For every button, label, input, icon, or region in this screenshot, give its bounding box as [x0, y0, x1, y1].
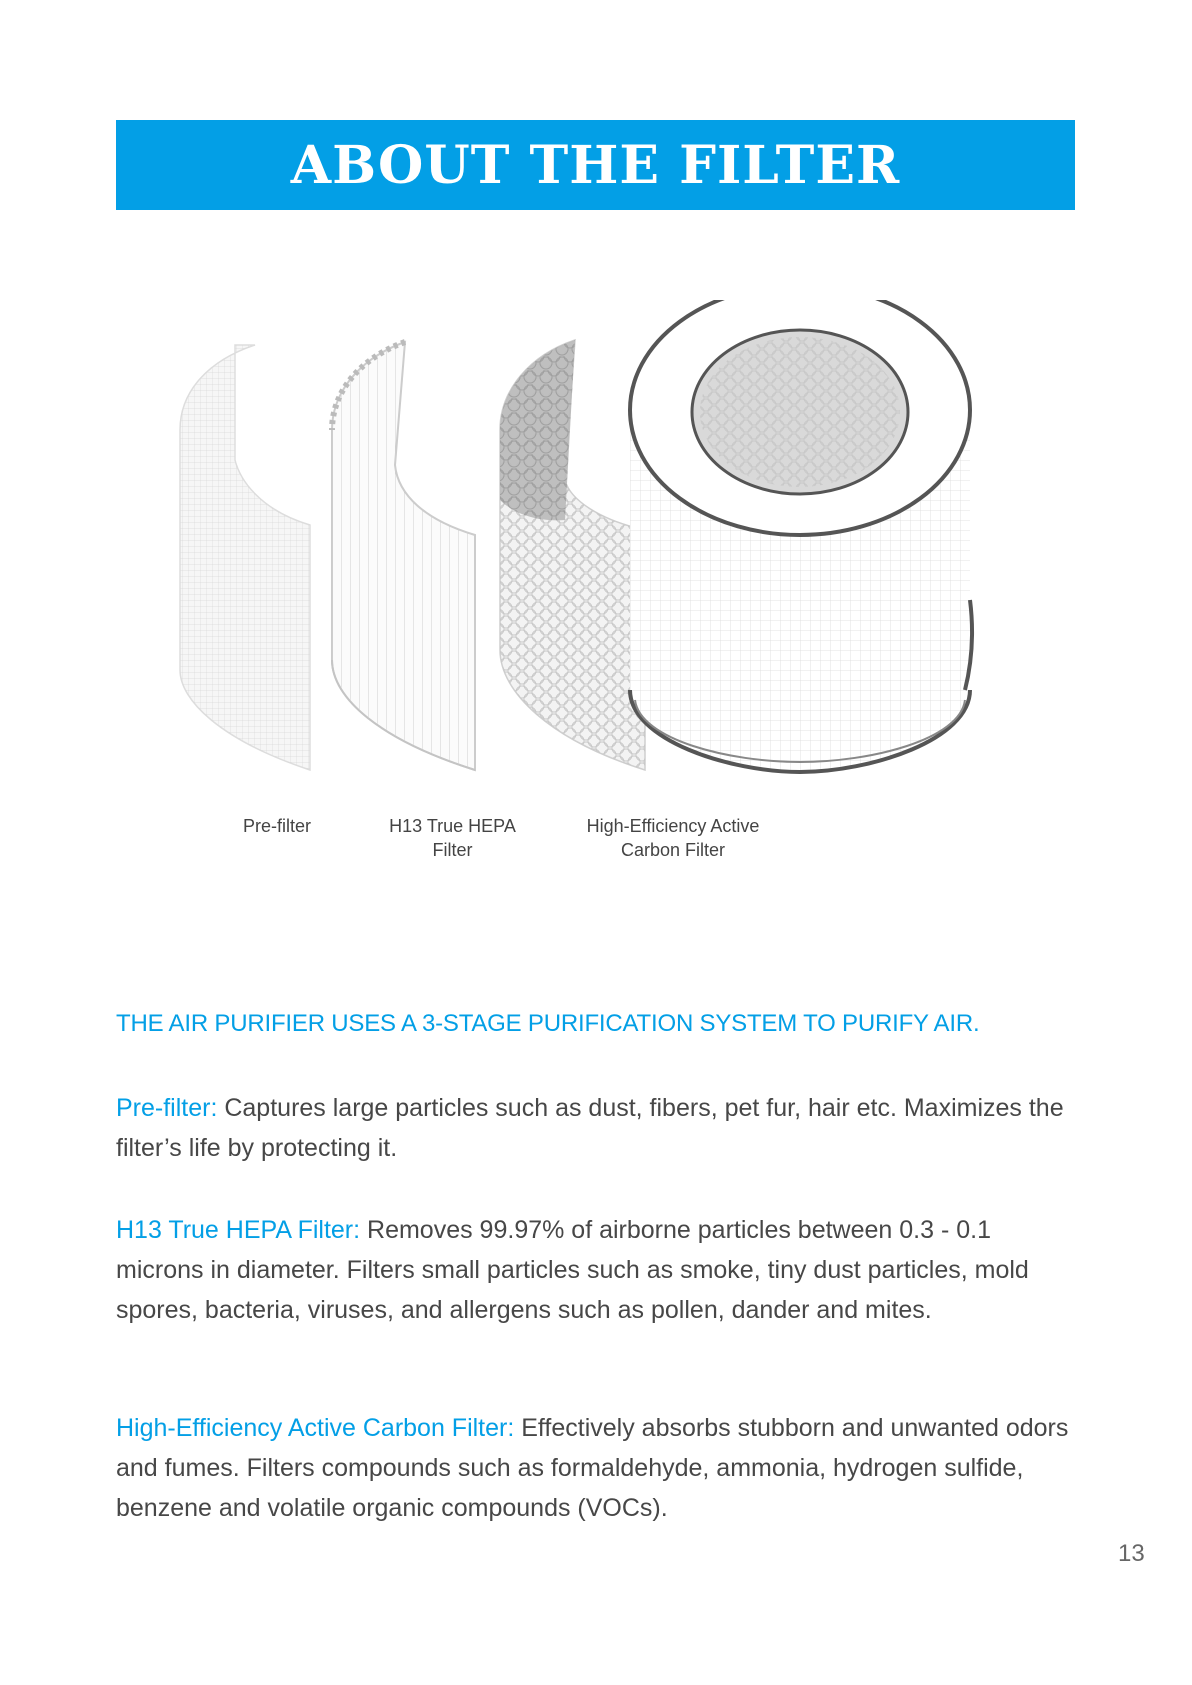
hepa-filter-layer-icon [332, 342, 475, 770]
title-banner [116, 120, 1075, 210]
carbon-filter-layer-icon [500, 340, 645, 770]
caption-hepa-line2: Filter [432, 840, 473, 860]
prefilter-text: Captures large particles such as dust, fibers, pet fur, hair etc. Maximizes the filter’s life by protecting it. [116, 1094, 1064, 1162]
carbon-term: High-Efficiency Active Carbon Filter: [116, 1414, 515, 1442]
caption-prefilter-text: Pre-filter [242, 816, 311, 836]
intro-heading: THE AIR PURIFIER USES A 3-STAGE PURIFICATION SYSTEM TO PURIFY AIR. [116, 1010, 980, 1037]
prefilter-term: Pre-filter: [116, 1094, 218, 1122]
page-title: ABOUT THE FILTER [290, 134, 901, 196]
caption-hepa [370, 814, 535, 862]
carbon-description [116, 1408, 1076, 1528]
caption-prefilter [212, 814, 342, 838]
prefilter-description [116, 1088, 1076, 1168]
carbon-text: Effectively absorbs stubborn and unwanted odors and fumes. Filters compounds such as formaldehyde, ammonia, hydrogen sulfide, benzene and volatile organic compounds (VOCs). [116, 1414, 1069, 1522]
caption-carbon-line2: Carbon Filter [620, 840, 726, 860]
filter-illustration [170, 300, 1030, 780]
pre-filter-layer-icon [180, 345, 310, 770]
caption-hepa-line1: H13 True HEPA [389, 816, 516, 836]
hepa-text: Removes 99.97% of airborne particles between 0.3 - 0.1 microns in diameter. Filters small particles such as smoke, tiny dust particles, mold spores, bacteria, viruses, and allergens such as pollen, dander and mites. [116, 1216, 1029, 1324]
page-number: 13 [1118, 1540, 1145, 1567]
cylindrical-filter-assembly-icon [630, 300, 972, 772]
hepa-term: H13 True HEPA Filter: [116, 1216, 361, 1244]
caption-carbon [558, 814, 788, 862]
hepa-description [116, 1210, 1076, 1330]
caption-carbon-line1: High-Efficiency Active [586, 816, 760, 836]
